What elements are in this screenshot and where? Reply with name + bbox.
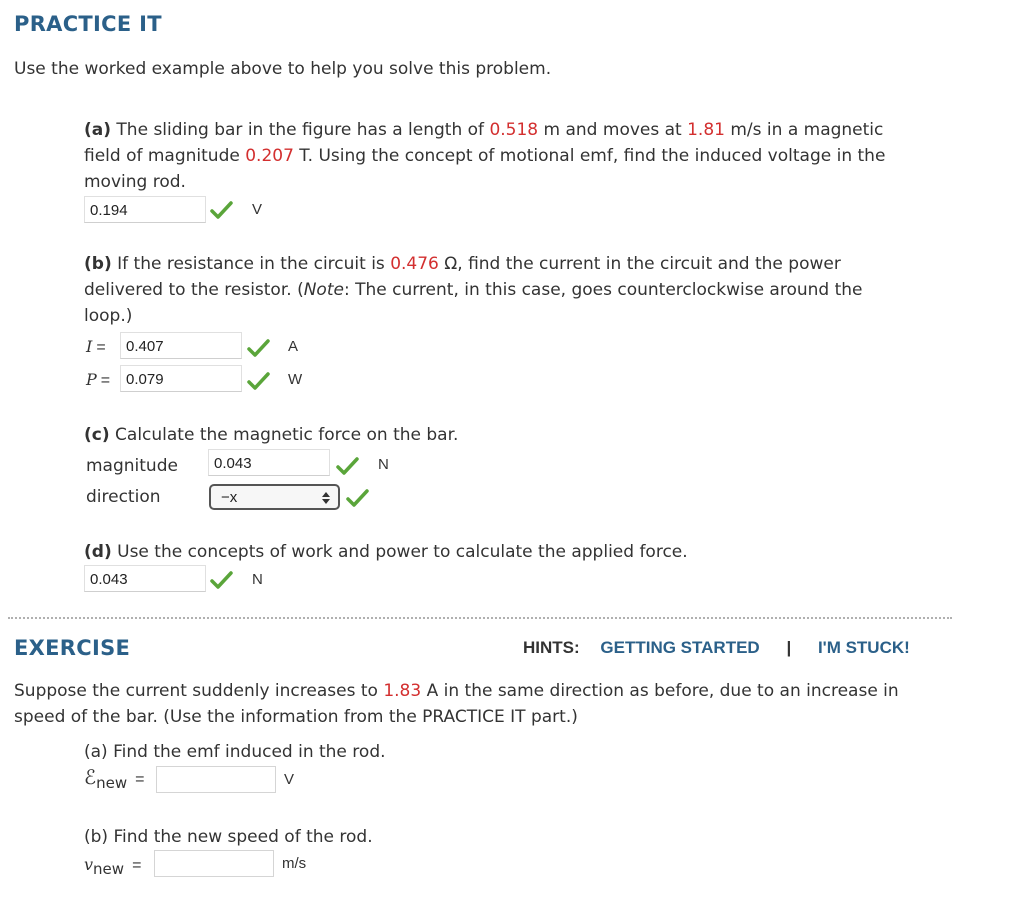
part-b-question: (b) If the resistance in the circuit is 0.476 Ω, find the current in the circuit and the power delivered to the resistor. (Note: The current, in this case, goes counterclockwise around the loop.) bbox=[84, 254, 863, 326]
part-d-unit: N bbox=[252, 571, 263, 588]
part-a-question: (a) The sliding bar in the figure has a length of 0.518 m and moves at 1.81 m/s in a magnetic field of magnitude 0.207 T. Using the concept of motional emf, find the induced voltage in the moving rod. bbox=[84, 120, 886, 192]
magnitude-unit: N bbox=[378, 456, 389, 473]
check-icon bbox=[210, 200, 234, 220]
new-current-value: 1.83 bbox=[383, 681, 422, 701]
current-unit: A bbox=[288, 338, 299, 355]
practice-title: PRACTICE IT bbox=[14, 12, 162, 36]
check-icon bbox=[336, 456, 360, 476]
speed-value: 1.81 bbox=[687, 120, 725, 140]
power-label: P = bbox=[86, 370, 111, 389]
current-label: I = bbox=[86, 337, 106, 356]
power-input[interactable]: 0.079 bbox=[120, 365, 242, 392]
exercise-a-question: (a) Find the emf induced in the rod. bbox=[84, 742, 386, 762]
hint-separator: | bbox=[786, 638, 792, 657]
v-new-unit: m/s bbox=[282, 855, 307, 872]
exercise-b-question: (b) Find the new speed of the rod. bbox=[84, 827, 373, 847]
part-d-question: (d) Use the concepts of work and power to calculate the applied force. bbox=[84, 542, 688, 562]
check-icon bbox=[247, 371, 271, 391]
length-value: 0.518 bbox=[489, 120, 539, 140]
practice-intro: Use the worked example above to help you solve this problem. bbox=[14, 59, 552, 79]
section-divider bbox=[8, 617, 952, 619]
hints-label: HINTS: bbox=[523, 638, 580, 657]
field-value: 0.207 bbox=[245, 146, 294, 166]
direction-select[interactable] bbox=[209, 484, 340, 510]
exercise-title: EXERCISE bbox=[14, 636, 131, 660]
emf-new-input[interactable] bbox=[156, 766, 276, 793]
resistance-value: 0.476 bbox=[390, 254, 439, 274]
direction-label: direction bbox=[86, 487, 161, 507]
current-input[interactable]: 0.407 bbox=[120, 332, 242, 359]
emf-new-unit: V bbox=[284, 771, 295, 788]
check-icon bbox=[346, 488, 370, 508]
power-unit: W bbox=[288, 371, 303, 388]
hints-bar bbox=[523, 638, 910, 658]
direction-selected-value: −x bbox=[221, 489, 238, 506]
hint-getting-started-link[interactable]: GETTING STARTED bbox=[600, 638, 760, 657]
part-a-unit: V bbox=[252, 201, 263, 218]
check-icon bbox=[210, 570, 234, 590]
part-a-answer-input[interactable]: 0.194 bbox=[84, 196, 206, 223]
exercise-question: Suppose the current suddenly increases to 1.83 A in the same direction as before, due to an increase in speed of the bar. (Use the information from the PRACTICE IT part.) bbox=[14, 681, 899, 727]
v-new-label: $v_{new}$ = bbox=[84, 855, 142, 879]
select-arrows-icon bbox=[321, 491, 331, 505]
part-d-answer-input[interactable]: 0.043 bbox=[84, 565, 206, 592]
hint-stuck-link[interactable]: I'M STUCK! bbox=[817, 638, 910, 657]
magnitude-label: magnitude bbox=[86, 456, 178, 476]
emf-new-label: ℰ$_{new}$ = bbox=[84, 765, 145, 793]
magnitude-input[interactable]: 0.043 bbox=[208, 449, 330, 476]
v-new-input[interactable] bbox=[154, 850, 274, 877]
check-icon bbox=[247, 338, 271, 358]
part-c-question: (c) Calculate the magnetic force on the bar. bbox=[84, 425, 459, 445]
